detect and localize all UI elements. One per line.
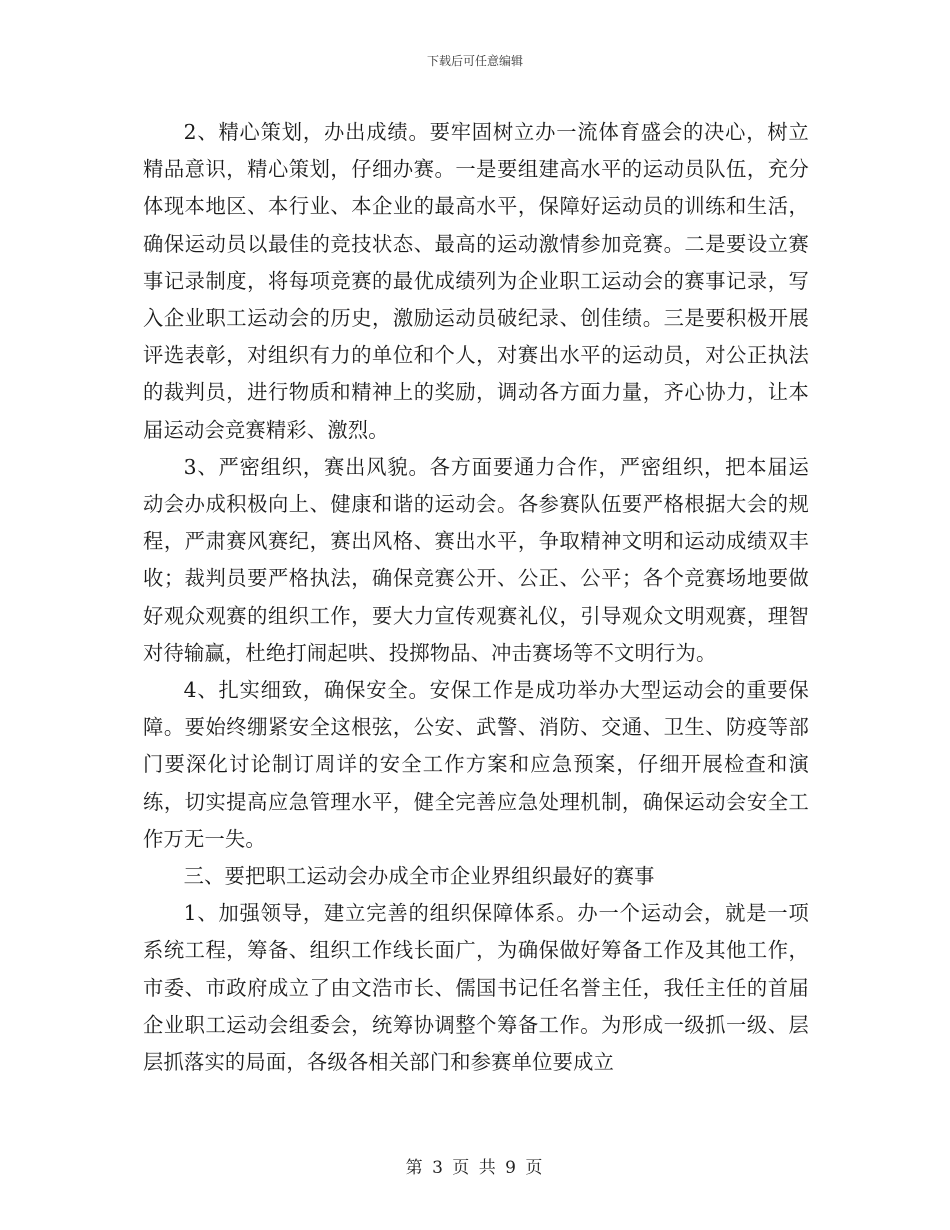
document-body — [143, 114, 809, 1081]
paragraph-2: 2、精心策划，办出成绩。要牢固树立办一流体育盛会的决心，树立精品意识，精心策划，仔细办赛。一是要组建高水平的运动员队伍，充分体现本地区、本行业、本企业的最高水平，保障好运动员的训练和生活，确保运动员以最佳的竞技状态、最高的运动激情参加竞赛。二是要设立赛事记录制度，将每项竞赛的最优成绩列为企业职工运动会的赛事记录，写入企业职工运动会的历史，激励运动员破纪录、创佳绩。三是要积极开展评选表彰，对组织有力的单位和个人，对赛出水平的运动员，对公正执法的裁判员，进行物质和精神上的奖励，调动各方面力量，齐心协力，让本届运动会竞赛精彩、激烈。 — [143, 120, 809, 442]
paragraph-section3-1: 1、加强领导，建立完善的组织保障体系。办一个运动会，就是一项系统工程，筹备、组织工作线长面广，为确保做好筹备工作及其他工作，市委、市政府成立了由文浩市长、儒国书记任名誉主任，我任主任的首届企业职工运动会组委会，统筹协调整个筹备工作。为形成一级抓一级、层层抓落实的局面，各级各相关部门和参赛单位要成立 — [143, 901, 809, 1075]
paragraph-3: 3、严密组织，赛出风貌。各方面要通力合作，严密组织，把本届运动会办成积极向上、健康和谐的运动会。各参赛队伍要严格根据大会的规程，严肃赛风赛纪，赛出风格、赛出水平，争取精神文明和运动成绩双丰收；裁判员要严格执法，确保竞赛公开、公正、公平；各个竞赛场地要做好观众观赛的组织工作，要大力宣传观赛礼仪，引导观众文明观赛，理智对待输赢，杜绝打闹起哄、投掷物品、冲击赛场等不文明行为。 — [143, 454, 809, 665]
page-number-footer: 第 3 页 共 9 页 — [405, 1158, 545, 1178]
page-header: 下载后可任意编辑 — [426, 54, 523, 68]
section-heading-3: 三、要把职工运动会办成全市企业界组织最好的赛事 — [183, 864, 655, 889]
paragraph-4: 4、扎实细致，确保安全。安保工作是成功举办大型运动会的重要保障。要始终绷紧安全这根弦，公安、武警、消防、交通、卫生、防疫等部门要深化讨论制订周详的安全工作方案和应急预案，仔细开展检查和演练，切实提高应急管理水平，健全完善应急处理机制，确保运动会安全工作万无一失。 — [143, 678, 809, 851]
